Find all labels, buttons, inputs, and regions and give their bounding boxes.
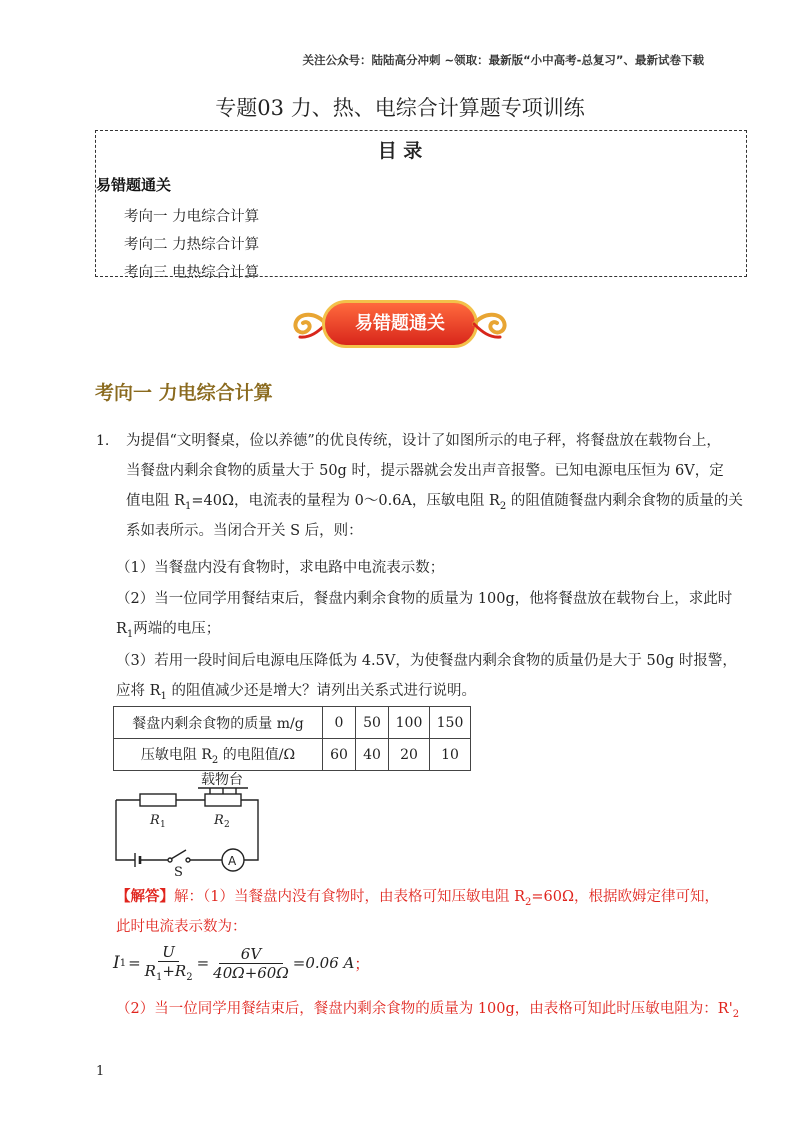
table-cell: 150 — [430, 707, 471, 739]
question-part-3: （3）若用一段时间后电源电压降低为 4.5V，为使餐盘内剩余食物的质量仍是大于 50g 时报警， — [116, 653, 737, 669]
table-cell — [114, 739, 323, 771]
switch-label: S — [174, 865, 183, 880]
table-cell: 40 — [356, 739, 389, 771]
question-line-1: 为提倡“文明餐桌，俭以养德”的优良传统，设计了如图所示的电子秤，将餐盘放在载物台上， — [126, 433, 721, 449]
subscript: 1 — [126, 628, 134, 640]
table-row — [114, 739, 471, 771]
page-number: 1 — [96, 1064, 105, 1079]
formula-eq: = — [128, 954, 141, 972]
r1-subscript: 1 — [160, 820, 166, 830]
question-text: 的阻值减少还是增大？请列出关系式进行说明。 — [166, 683, 477, 699]
fraction-2 — [213, 945, 289, 982]
circuit-diagram — [110, 770, 270, 880]
subscript: 2 — [499, 500, 507, 512]
denominator: 40Ω+60Ω — [213, 963, 289, 982]
table-cell: 20 — [389, 739, 430, 771]
subscript: 2 — [211, 754, 219, 766]
toc-section-link[interactable]: 易错题通关 — [96, 176, 172, 194]
platform-label: 载物台 — [201, 772, 243, 788]
r2-label: R — [214, 813, 224, 828]
question-text: 值电阻 R — [126, 493, 186, 509]
right-ornament-icon — [472, 308, 510, 340]
section-badge: 易错题通关 — [322, 300, 478, 348]
subscript: 1 — [185, 500, 192, 512]
table-row — [114, 707, 471, 739]
table-cell: 60 — [323, 739, 356, 771]
formula-eq: = — [196, 954, 210, 972]
toc-item-3[interactable]: 考向三 电热综合计算 — [124, 265, 260, 281]
subscript: 2 — [525, 896, 532, 908]
fraction-1 — [145, 943, 193, 983]
table-cell: 餐盘内剩余食物的质量 m/g — [114, 707, 323, 739]
question-text: 的阻值随餐盘内剩余食物的质量的关 — [506, 493, 743, 509]
table-cell: 100 — [389, 707, 430, 739]
question-part-1: （1）当餐盘内没有食物时，求电路中电流表示数； — [116, 560, 445, 576]
answer-text: 解：（1）当餐盘内没有食物时，由表格可知压敏电阻 R — [174, 889, 525, 905]
denominator — [145, 962, 193, 983]
subscript: 2 — [732, 1008, 740, 1020]
resistor-r2 — [205, 794, 241, 806]
toc-item-2[interactable]: 考向二 力热综合计算 — [124, 237, 260, 253]
answer-text: =60Ω，根据欧姆定律可知， — [531, 889, 719, 905]
numerator: U — [158, 943, 179, 962]
question-part-2: （2）当一位同学用餐结束后，餐盘内剩余食物的质量为 100g，他将餐盘放在载物台上，求此时 — [116, 591, 733, 607]
answer-line-2: 此时电流表示数为： — [116, 919, 247, 935]
formula-result: =0.06 A — [292, 954, 355, 972]
header-note: 关注公众号：陆陆高分冲刺 ~领取：最新版“小中高考-总复习”、最新试卷下载 — [302, 53, 704, 67]
question-line-2: 当餐盘内剩余食物的质量大于 50g 时，提示器就会发出声音报警。已知电源电压恒为 6V，定 — [126, 463, 724, 479]
answer-text: （2）当一位同学用餐结束后，餐盘内剩余食物的质量为 100g，由表格可知此时压敏电阻为：R' — [116, 1001, 733, 1017]
question-part-2-cont — [116, 614, 220, 650]
table-cell: 10 — [430, 739, 471, 771]
r1-label: R — [116, 621, 127, 637]
section-banner — [290, 296, 510, 354]
table-cell: 0 — [323, 707, 356, 739]
document-title: 专题03 力、热、电综合计算题专项训练 — [215, 96, 585, 120]
ammeter-label: A — [228, 854, 237, 868]
toc-item-1[interactable]: 考向一 力电综合计算 — [124, 209, 260, 225]
subscript: 1 — [119, 957, 127, 969]
question-number: 1. — [96, 433, 110, 449]
question-line-4: 系如表所示。当闭合开关 S 后，则： — [126, 523, 363, 539]
platform-support — [210, 788, 236, 794]
numerator: 6V — [219, 945, 283, 964]
subscript: 2 — [186, 972, 193, 983]
formula — [113, 943, 369, 983]
formula-text: +R — [162, 962, 187, 980]
wire — [116, 800, 135, 860]
answer-tag: 【解答】 — [116, 888, 174, 905]
r2-subscript: 2 — [224, 820, 230, 830]
section-title: 考向一 力电综合计算 — [95, 382, 273, 404]
switch-lever — [171, 850, 186, 859]
resistor-r1 — [140, 794, 176, 806]
subscript: 1 — [160, 690, 167, 702]
switch-contact — [186, 858, 190, 862]
r1-label: R — [150, 813, 160, 828]
question-text: =40Ω，电流表的量程为 0～0.6A，压敏电阻 R — [191, 493, 500, 509]
table-cell: 50 — [356, 707, 389, 739]
question-text: 应将 R — [116, 683, 161, 699]
answer-line-3 — [116, 994, 739, 1030]
subscript: 1 — [155, 972, 163, 983]
formula-tail: ； — [354, 954, 370, 973]
wire — [241, 800, 258, 860]
toc-heading: 目 录 — [377, 140, 423, 162]
cell-text: 压敏电阻 R — [140, 746, 212, 763]
cell-text: 的电阻值/Ω — [218, 746, 296, 763]
question-text: 两端的电压； — [133, 621, 221, 637]
formula-text: R — [144, 962, 156, 980]
formula-lhs: I — [113, 953, 120, 973]
data-table — [113, 706, 471, 771]
